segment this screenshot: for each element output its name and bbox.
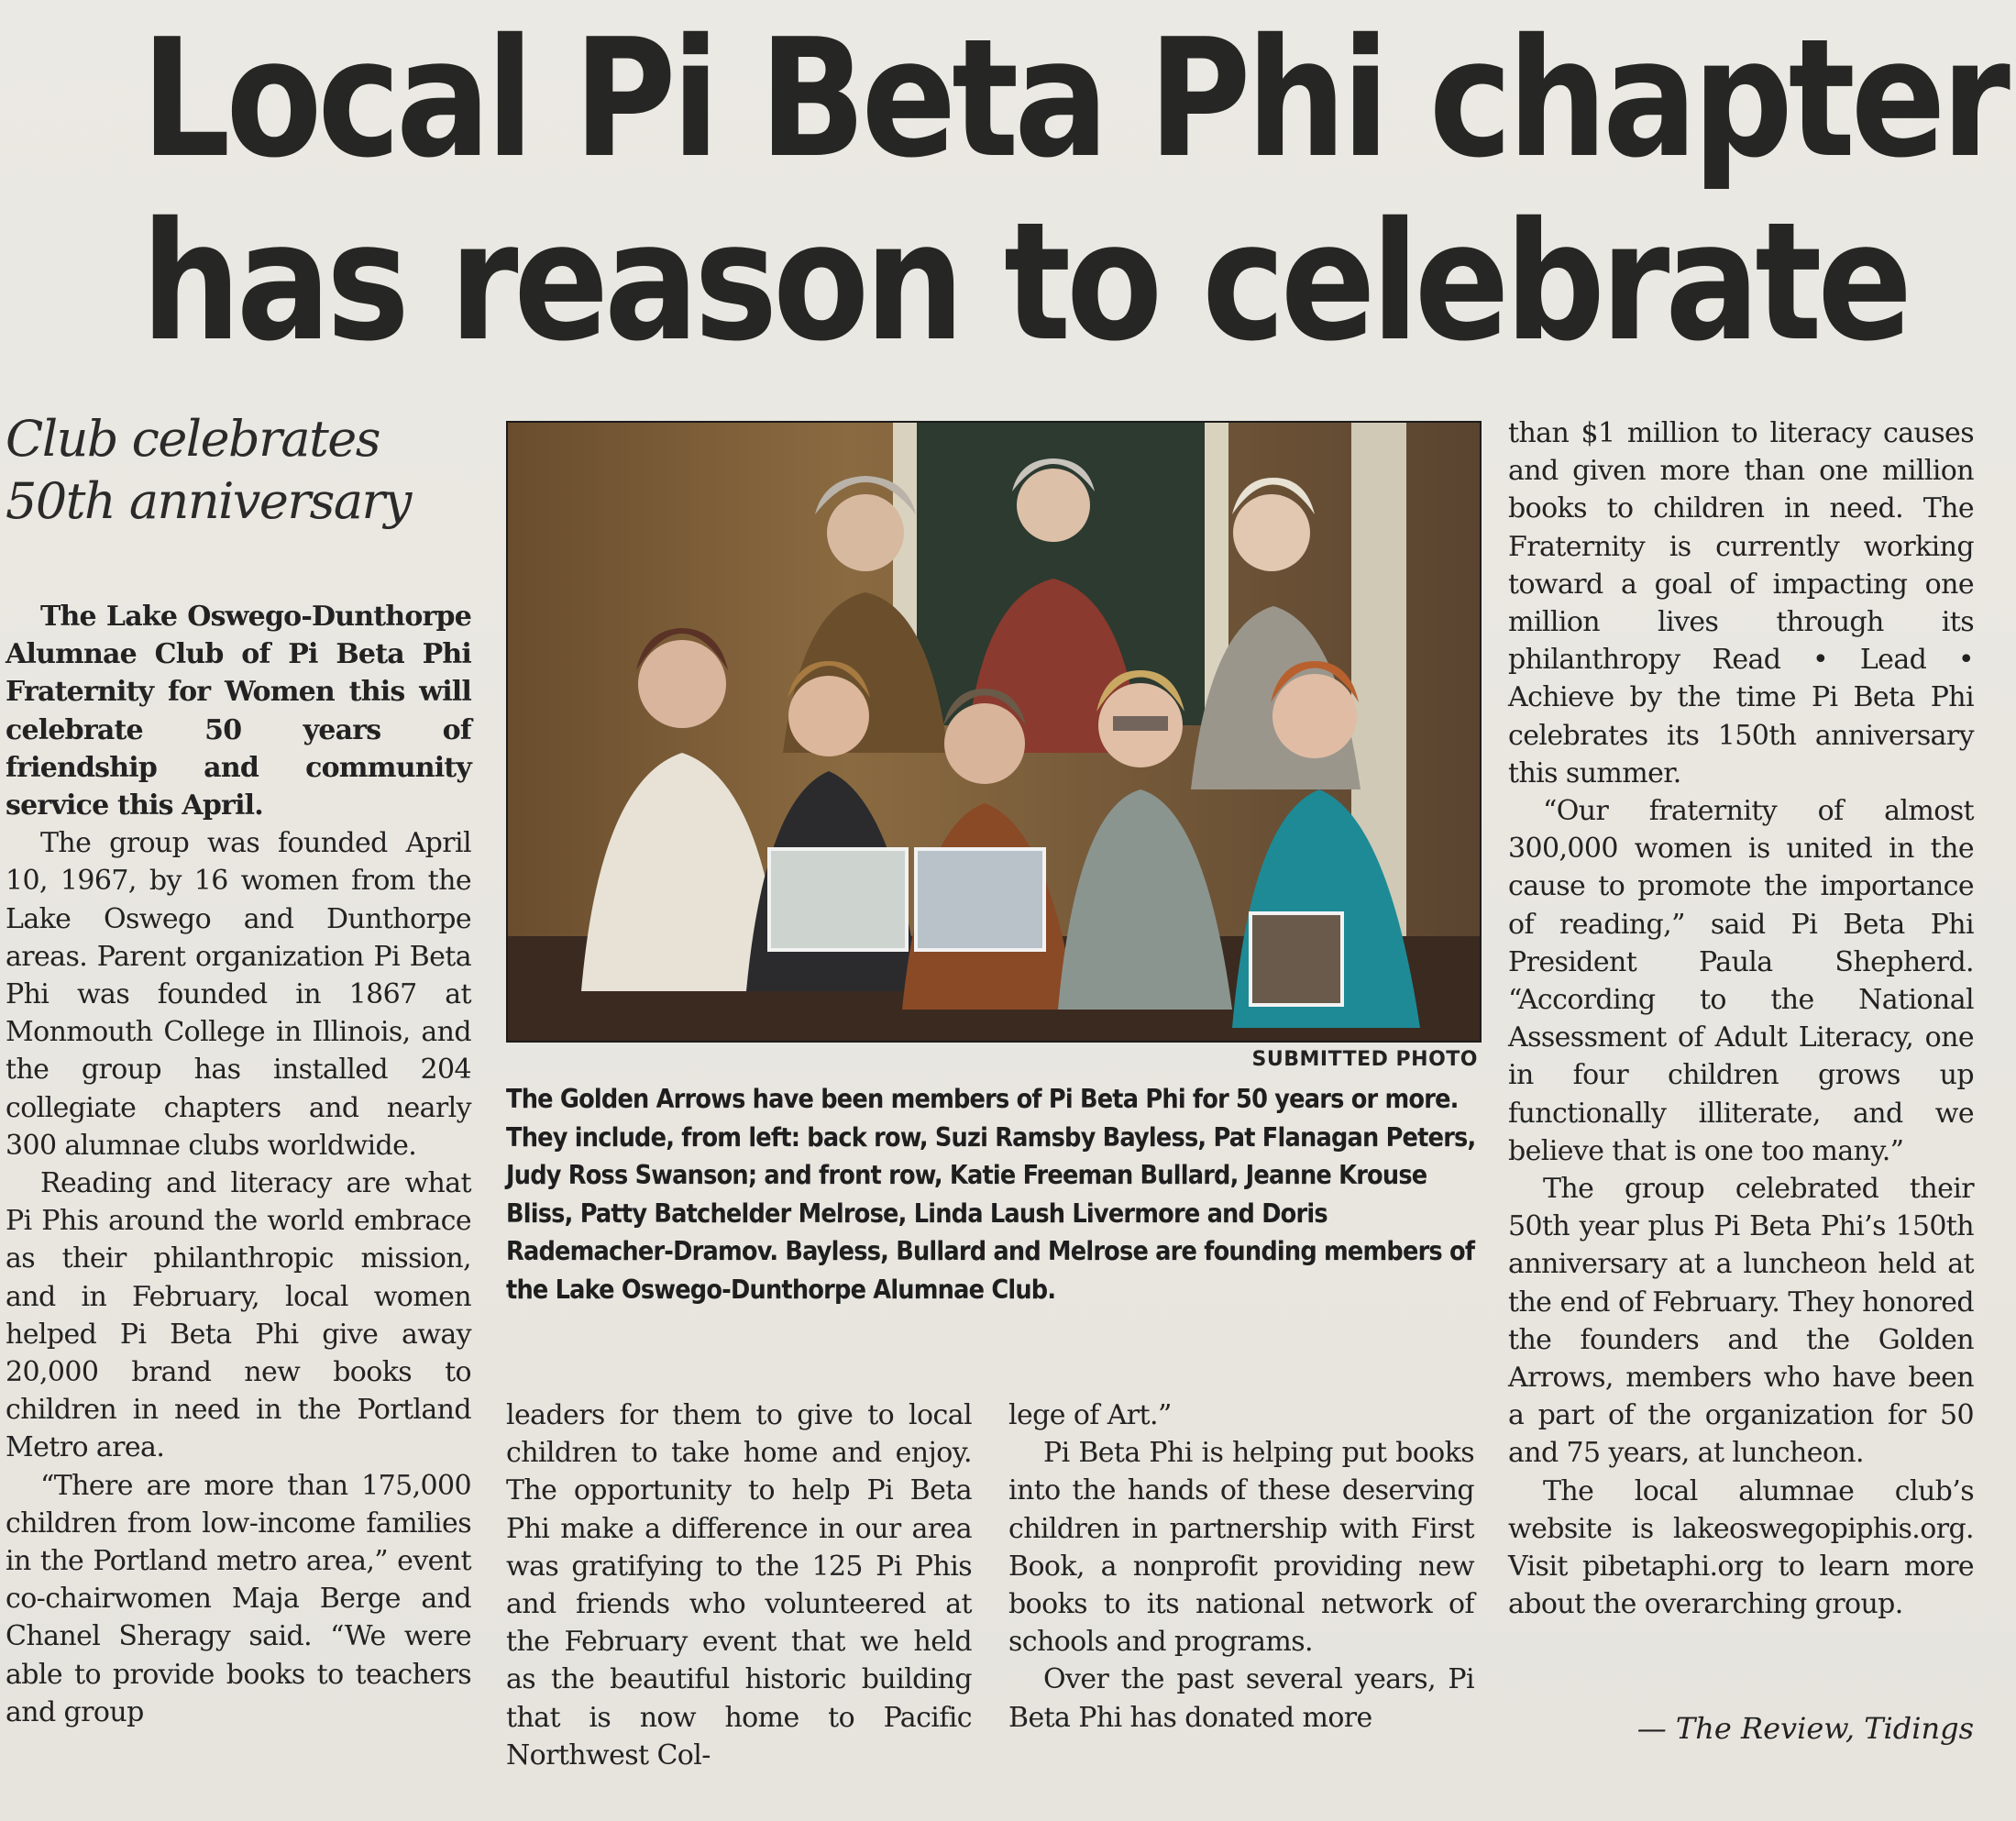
article-column-2 bbox=[506, 1396, 972, 1774]
article-column-4 bbox=[1508, 414, 1974, 1624]
article-paragraph: Reading and literacy are what Pi Phis around the world embrace as their philanthropic mission, and in February, local women helped Pi Beta Phi give away 20,000 brand new books to children in need in the Portland Metro area. bbox=[6, 1167, 471, 1464]
article-signature: — The Review, Tidings bbox=[1636, 1711, 1974, 1746]
headline-line-1: Local Pi Beta Phi chapter bbox=[140, 4, 2006, 193]
photo-credit: SUBMITTED PHOTO bbox=[1251, 1048, 1478, 1071]
article-paragraph: Over the past several years, Pi Beta Phi has donated more bbox=[1008, 1663, 1474, 1734]
headline-line-2: has reason to celebrate bbox=[140, 187, 1908, 377]
article-paragraph: than $1 million to literacy causes and given more than one million books to children in need. The Fraternity is currently working toward a goal of impacting one million lives through its philanthropy Read • Lead • Achieve by the time Pi Beta Phi celebrates its 150th anniversary this summer. bbox=[1508, 417, 1974, 789]
article-paragraph: The group was founded April 10, 1967, by 16 women from the Lake Oswego and Dunthorpe areas. Parent organization Pi Beta Phi was founded in 1867 at Monmouth College in Illinois, and the group has installed 204 collegiate chapters and nearly 300 alumnae clubs worldwide. bbox=[6, 827, 471, 1162]
group-photo-illustration bbox=[508, 423, 1480, 1041]
article-paragraph: lege of Art.” bbox=[1008, 1399, 1172, 1431]
group-photo bbox=[506, 421, 1482, 1043]
article-paragraph: The local alumnae club’s website is lakeoswegopiphis.org. Visit pibetaphi.org to learn more about the overarching group. bbox=[1508, 1474, 1974, 1621]
back-row-figures bbox=[783, 458, 1361, 789]
article-column-1 bbox=[6, 598, 471, 1731]
article-lead-paragraph: The Lake Oswego-Dunthorpe Alumnae Club of Pi Beta Phi Fraternity for Women this will celebrate 50 years of friendship and community service this April. bbox=[6, 601, 471, 822]
article-column-3 bbox=[1008, 1396, 1474, 1737]
subheadline: Club celebrates 50th anniversary bbox=[6, 410, 411, 530]
article-paragraph: “There are more than 175,000 children from low-income families in the Portland metro area,” event co-chairwomen Maja Berge and Chanel Sheragy said. “We were able to provide books to teachers and group bbox=[6, 1469, 471, 1728]
article-paragraph: The group celebrated their 50th year plus Pi Beta Phi’s 150th anniversary at a luncheon held at the end of February. They honored the founders and the Golden Arrows, members who have been a part of the organization for 50 and 75 years, at luncheon. bbox=[1508, 1173, 1974, 1470]
article-paragraph: “Our fraternity of almost 300,000 women is united in the cause to promote the importance of reading,” said Pi Beta Phi President Paula Shepherd. “According to the National Assessment of Adult Literacy, one in four children grows up functionally illiterate, and we believe that is one too many.” bbox=[1508, 795, 1974, 1167]
photo-caption: The Golden Arrows have been members of Pi Beta Phi for 50 years or more. They include, from left: back row, Suzi Ramsby Bayless, Pat Flanagan Peters, Judy Ross Swanson; and front row, Katie Freeman Bullard, Jeanne Krouse Bliss, Patty Batchelder Melrose, Linda Laush Livermore and Doris Rademacher-Dramov. Bayless, Bullard and Melrose are founding members of the Lake Oswego-Dunthorpe Alumnae Club. bbox=[506, 1084, 1476, 1305]
article-paragraph: leaders for them to give to local children to take home and enjoy. The opportunity to help Pi Beta Phi make a difference in our area was gratifying to the 125 Pi Phis and friends who volunteered at the February event that we held as the beautiful historic building that is now home to Pacific Northwest Col- bbox=[506, 1399, 972, 1771]
article-paragraph: Pi Beta Phi is helping put books into the hands of these deserving children in partnership with First Book, a nonprofit providing new books to its national network of schools and programs. bbox=[1008, 1437, 1474, 1659]
